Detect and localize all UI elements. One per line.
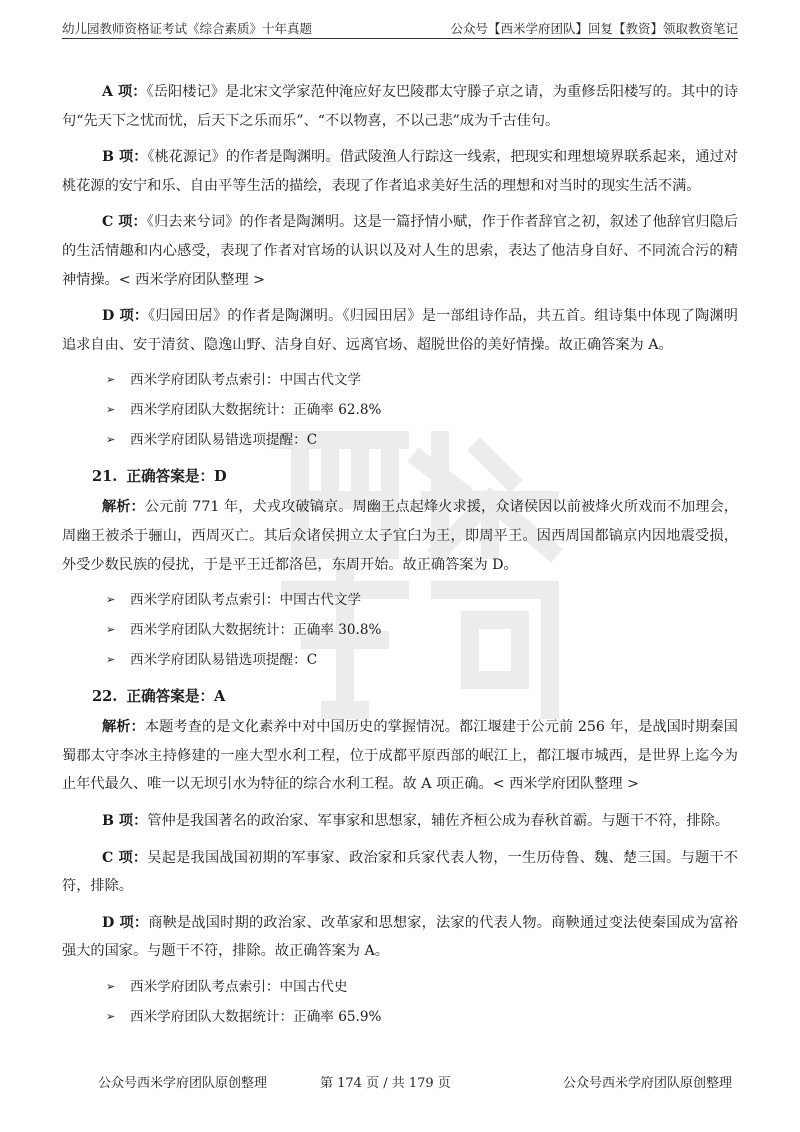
bullet-item: ➢ 西米学府团队大数据统计：正确率 65.9%: [102, 1002, 738, 1032]
bullet-item: ➢ 西米学府团队大数据统计：正确率 62.8%: [102, 395, 738, 425]
question-number: 21.: [92, 468, 118, 486]
arrow-bullet-icon: ➢: [106, 1009, 116, 1023]
option-label: D 项：: [102, 914, 149, 931]
bullet-item: ➢ 西米学府团队考点索引：中国古代文学: [102, 365, 738, 395]
arrow-bullet-icon: ➢: [106, 403, 116, 417]
option-text: 《桃花源记》的作者是陶渊明。借武陵渔人行踪这一线索，把现实和理想境界联系起来，通过对桃花源的安宁和乐、自由平等生活的描绘，表现了作者追求美好生活的理想和对当时的现实生活不满。: [62, 149, 738, 194]
option-text: 吴起是我国战国初期的军事家、政治家和兵家代表人物，一生历侍鲁、魏、楚三国。与题干不符，排除。: [62, 849, 738, 895]
option-d-paragraph: [62, 302, 738, 359]
analysis-label: 解析：: [102, 499, 145, 516]
option-b-paragraph: [62, 807, 738, 836]
option-c-paragraph: [62, 844, 738, 901]
question-21-answer: [92, 463, 738, 491]
option-text: 《归去来兮词》的作者是陶渊明。这是一篇抒情小赋，作于作者辞官之初，叙述了他辞官归隐后的生活情趣和内心感受，表现了作者对官场的认识以及对人生的思索，表达了他洁身自好、不同流合污的精神情操。< 西米学府团队整理 >: [62, 214, 739, 288]
option-text: 《归园田居》的作者是陶渊明。《归园田居》是一部组诗作品，共五首。组诗集中体现了陶渊明追求自由、安于清贫、隐逸山野、洁身自好、远离官场、超脱世俗的美好情操。故正确答案为 A。: [62, 308, 738, 353]
option-b-paragraph: [62, 143, 738, 200]
option-text: 商鞅是战国时期的政治家、改革家和思想家，法家的代表人物。商鞅通过变法使秦国成为富裕强大的国家。与题干不符，排除。故正确答案为 A。: [62, 914, 738, 960]
footer-right: 公众号西米学府团队原创整理: [562, 1076, 732, 1091]
option-label: A 项：: [102, 84, 147, 100]
bullet-item: ➢ 西米学府团队易错选项提醒：C: [102, 645, 738, 675]
arrow-bullet-icon: ➢: [106, 433, 116, 447]
footer-left: 公众号西米学府团队原创整理: [98, 1076, 268, 1091]
page-number: 第 174 页 / 共 179 页: [320, 1076, 451, 1091]
bullet-item: ➢ 西米学府团队大数据统计：正确率 30.8%: [102, 615, 738, 645]
bullet-item: ➢ 西米学府团队易错选项提醒：C: [102, 425, 738, 455]
option-text: 管仲是我国著名的政治家、军事家和思想家，辅佐齐桓公成为春秋首霸。与题干不符，排除。: [147, 812, 730, 829]
option-c-paragraph: [62, 208, 738, 294]
page-footer: [62, 1072, 738, 1094]
option-label: C 项：: [102, 214, 147, 231]
arrow-bullet-icon: ➢: [106, 623, 116, 637]
answer-text: 正确答案是：A: [126, 688, 226, 706]
option-text: 《岳阳楼记》是北宋文学家范仲淹应好友巴陵郡太守滕子京之请，为重修岳阳楼写的。其中的诗句“先天下之忧而忧，后天下之乐而乐”、“不以物喜，不以己悲”成为千古佳句。: [62, 84, 739, 129]
arrow-bullet-icon: ➢: [106, 593, 116, 607]
option-d-paragraph: [62, 909, 738, 966]
analysis-text: 本题考查的是文化素养中对中国历史的掌握情况。都江堰建于公元前 256 年，是战国时期秦国蜀郡太守李冰主持修建的一座大型水利工程，位于成都平原西部的岷江上，都江堰市城西，是世界上迄今为止年代最久、唯一以无坝引水为特征的综合水利工程。故 A 项正确。< 西米学府团队整理 >: [62, 719, 738, 793]
question-22-answer: [92, 683, 738, 711]
analysis-text: 公元前 771 年，犬戎攻破镐京。周幽王点起烽火求援，众诸侯因以前被烽火所戏而不加理会，周幽王被杀于骊山，西周灭亡。其后众诸侯拥立太子宜臼为王，即周平王。因西周国都镐京内因地震受损，外受少数民族的侵扰，于是平王迁都洛邑，东周开始。故正确答案为 D。: [62, 499, 738, 573]
option-label: B 项：: [102, 149, 148, 166]
analysis-paragraph: [62, 493, 738, 579]
header-title: 幼儿园教师资格证考试《综合素质》十年真题: [62, 21, 313, 36]
option-label: C 项：: [102, 849, 148, 866]
analysis-paragraph: [62, 713, 738, 799]
bullet-item: ➢ 西米学府团队考点索引：中国古代史: [102, 972, 738, 1002]
header-promo: 公众号【西米学府团队】回复【教资】领取教资笔记: [450, 21, 738, 36]
question-number: 22.: [92, 688, 118, 706]
option-label: B 项：: [102, 812, 148, 829]
bullet-item: ➢ 西米学府团队考点索引：中国古代文学: [102, 585, 738, 615]
page-header: [62, 16, 738, 39]
option-a-paragraph: [62, 78, 738, 135]
arrow-bullet-icon: ➢: [106, 653, 116, 667]
arrow-bullet-icon: ➢: [106, 373, 116, 387]
page-content: [62, 78, 738, 1032]
arrow-bullet-icon: ➢: [106, 979, 116, 993]
option-label: D 项：: [102, 308, 149, 325]
answer-text: 正确答案是：D: [126, 468, 227, 486]
analysis-label: 解析：: [102, 719, 145, 736]
